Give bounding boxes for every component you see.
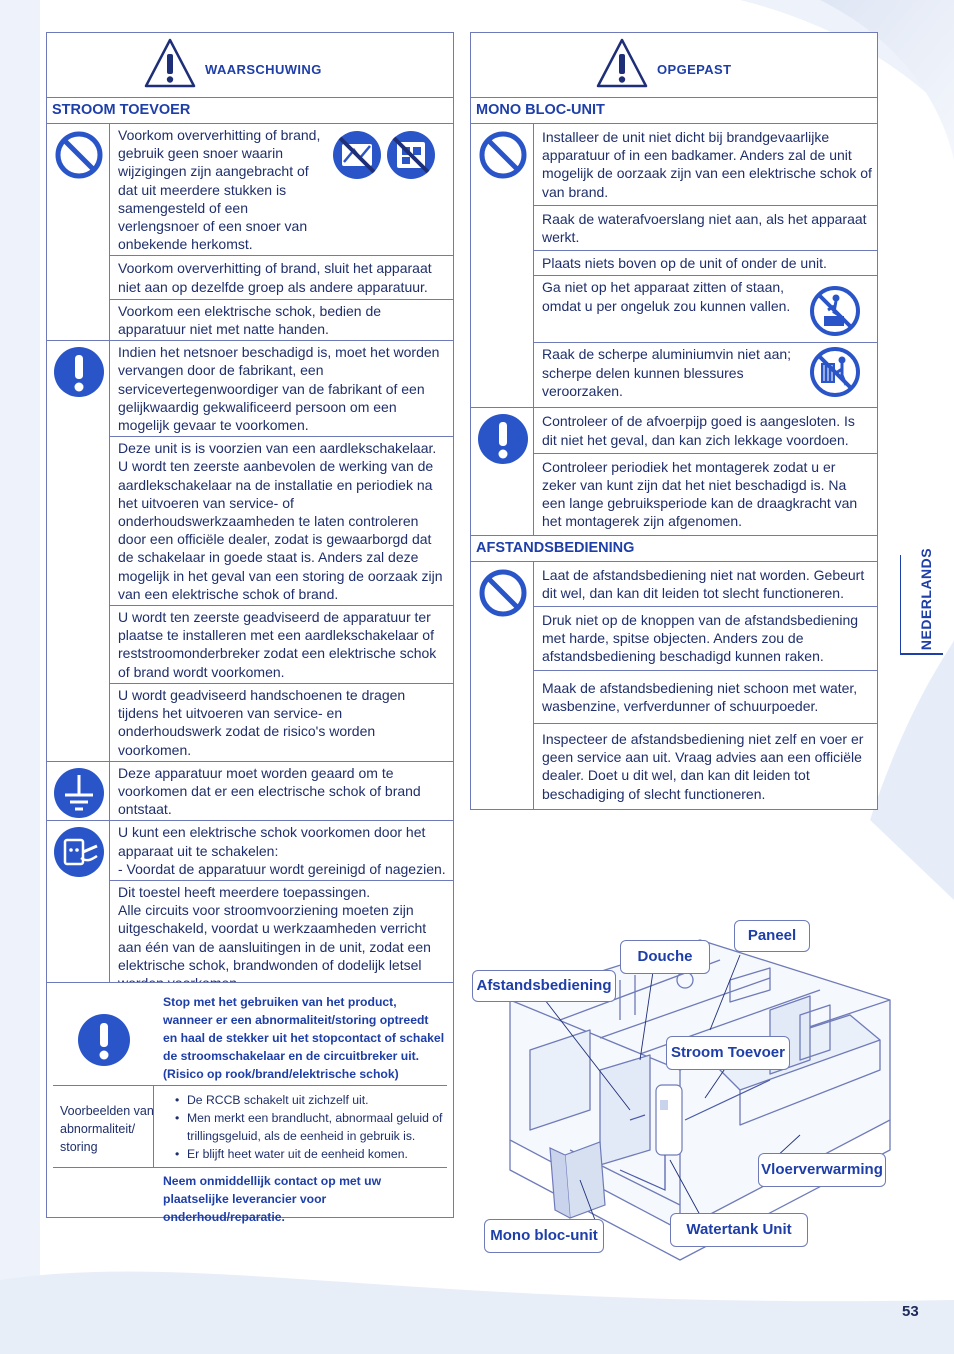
instruction-item: [110, 606, 453, 684]
instruction-item: [534, 124, 877, 206]
mandatory-exclamation-icon: [77, 1013, 131, 1067]
mandatory-exclamation-icon: [477, 413, 529, 470]
prohibition-icon: [477, 129, 529, 186]
mono-bloc-unit-shape: [550, 1142, 605, 1218]
instruction-item: [534, 562, 877, 607]
instruction-text: Controleer periodiek het montagerek zodat u er zeker van kunt zijn dat het niet beschadigd is. Na een lange gebruiksperiode kan de draagkracht van het montagerek zijn afgenomen.: [542, 458, 858, 530]
callout-stroom-toevoer: Stroom Toevoer: [666, 1036, 790, 1070]
instruction-item: [534, 724, 877, 809]
warning-triangle-icon: [143, 37, 197, 89]
notice-examples-label: Voorbeelden van abnormaliteit/ storing: [60, 1104, 154, 1154]
caution-title: OPGEPAST: [657, 62, 732, 77]
instruction-item: [110, 881, 453, 994]
instruction-group: [47, 341, 453, 761]
instruction-text: Ga niet op het apparaat zitten of staan, omdat u per ongeluk zou kunnen vallen.: [542, 279, 791, 314]
list-item: • Er blijft heet water uit de eenheid komen.: [175, 1147, 408, 1161]
instruction-text: Laat de afstandsbediening niet nat worden. Gebeurt dit wel, dan kan dit leiden tot slecht functioneren.: [542, 566, 865, 601]
instruction-group: [471, 408, 877, 535]
instruction-item: [110, 684, 453, 761]
instruction-text: Maak de afstandsbediening niet schoon met water, wasbenzine, verfverdunner of schuurpoeder.: [542, 679, 858, 714]
instruction-item: [110, 821, 453, 881]
mandatory-exclamation-icon: [53, 346, 105, 403]
instruction-text: Deze unit is is voorzien van een aardlekschakelaar. U wordt ten zeerste aanbevolen de werking van de aardlekschakelaar na de installatie en periodiek na het uitvoeren van service- of onderhoudswerkzaamheden te laten controleren door een officiële dealer, zodat is gewaarborgd dat de schakelaar in goede staat is. Anders zal deze mogelijk in het geval van een storing de oorzaak zijn van een elektrische schok of brand.: [118, 440, 443, 602]
notice-icon: [77, 1013, 131, 1072]
callout-watertank-unit: Watertank Unit: [670, 1213, 808, 1247]
instruction-item: [110, 124, 453, 256]
instruction-item: [110, 341, 453, 437]
callout-afstandsbediening: Afstandsbediening: [472, 970, 616, 1002]
pictogram-group: [810, 347, 860, 401]
prohibition-icon: [477, 567, 529, 624]
caution-header: [471, 33, 877, 98]
instruction-item: [534, 607, 877, 671]
instruction-text: Installeer de unit niet dicht bij brandgevaarlijke apparatuur of in een badkamer. Anders zal de unit mogelijk de oorzaak zijn van een elektrische schok of van brand.: [542, 129, 872, 200]
callout-douche: Douche: [620, 940, 710, 974]
instruction-item: [534, 343, 877, 407]
instruction-text: Voorkom oververhitting of brand, sluit het apparaat niet aan op dezelfde groep als andere apparatuur.: [118, 260, 432, 295]
instruction-text: U wordt geadviseerd handschoenen te dragen tijdens het uitvoeren van service- en onderhoudswerk zodat de risico's worden voorkomen.: [118, 686, 406, 758]
instruction-item: [534, 206, 877, 251]
prohibition-icon: [53, 129, 105, 186]
group-icon-cell: [471, 408, 534, 534]
watertank-unit-shape: [656, 1085, 682, 1155]
instruction-item: [110, 300, 453, 340]
list-item: • Men merkt een brandlucht, abnormaal geluid of trillingsgeluid, als de eenheid in gebruik is.: [175, 1111, 443, 1143]
instruction-text: Controleer of de afvoerpijp goed is aangesloten. Is dit niet het geval, dan kan zich lekkage voordoen.: [542, 413, 855, 448]
instruction-text: Voorkom oververhitting of brand, gebruik geen snoer waarin wijzigingen zijn aangebracht of dat uit meerdere stukken is samengesteld of een verlengsnoer of een snoer van onbekende herkomst.: [118, 127, 321, 253]
callout-vloerverwarming: Vloerverwarming: [758, 1153, 886, 1187]
instruction-group: [471, 562, 877, 809]
section-heading: STROOM TOEVOER: [47, 98, 453, 124]
unplug-icon: [53, 826, 105, 883]
instruction-item: [534, 408, 877, 453]
instruction-group: [47, 762, 453, 822]
warning-panel: [46, 32, 454, 995]
no-touch-fin-icon: [810, 347, 860, 401]
caution-triangle-icon: [595, 37, 649, 89]
notice-stop-text: Stop met het gebruiken van het product, wanneer er een abnormaliteit/storing optreedt en haal de stekker uit het stopcontact of schakel de stroomschakelaar en de circuitbreker uit. (Risico op rook/brand/elektrische schok): [163, 995, 445, 1081]
instruction-text: Druk niet op de knoppen van de afstandsbediening met harde, spitse objecten. Anders zou de afstandsbediening beschadigd kunnen raken.: [542, 612, 859, 665]
instruction-text: Inspecteer de afstandsbediening niet zelf en voer er geen service aan uit. Vraag advies aan een officiële dealer. Doet u dit wel, dan kan dit leiden tot beschadiging of slecht functioneren.: [542, 731, 864, 802]
instruction-item: [110, 762, 453, 821]
instruction-text: U wordt ten zeerste geadviseerd de apparatuur ter plaatse te installeren met een aardlekschakelaar of reststroomonderbreker zodat een elektrische schok of brand wordt voorkomen.: [118, 609, 437, 680]
group-icon-cell: [471, 562, 534, 809]
no-modify-cord-icon: [332, 130, 382, 184]
section-heading: MONO BLOC-UNIT: [471, 98, 877, 124]
instruction-text: Indien het netsnoer beschadigd is, moet het worden vervangen door de fabrikant, een servicevertegenwoordiger van de fabrikant of een gelijkwaardig gekwalificeerd persoon om een mogelijk gevaar te voorkomen.: [118, 344, 440, 434]
list-item: • De RCCB schakelt uit zichzelf uit.: [175, 1093, 369, 1107]
callout-paneel: Paneel: [734, 920, 810, 952]
instruction-group: [471, 124, 877, 408]
ground-icon: [53, 767, 105, 824]
language-tab: [900, 547, 943, 655]
instruction-text: Raak de waterafvoerslang niet aan, als het apparaat werkt.: [542, 210, 867, 246]
section-heading: AFSTANDSBEDIENING: [471, 536, 877, 562]
notice-examples-list: [171, 1091, 445, 1163]
instruction-group: [47, 124, 453, 341]
pictogram-group: [332, 130, 436, 184]
language-tab-label: NEDERLANDS: [918, 547, 935, 651]
notice-box: [46, 982, 454, 1224]
notice-contact-text: Neem onmiddellijk contact op met uw plaatselijke leverancier voor onderhoud/reparatie.: [163, 1174, 382, 1224]
caution-panel: [470, 32, 878, 810]
warning-header: [47, 33, 453, 98]
pictogram-group: [810, 286, 860, 340]
instruction-text: Dit toestel heeft meerdere toepassingen. Alle circuits voor stroomvoorziening moeten zijn uitgeschakeld, voordat u werkzaamheden verricht aan één van de aansluitingen in de unit, zodat een elektrische schok, brandwonden of dodelijk letsel: [118, 883, 431, 973]
group-icon-cell: [47, 341, 110, 760]
group-icon-cell: [47, 821, 110, 994]
instruction-text: Voorkom een elektrische schok, bedien de apparatuur niet met natte handen.: [118, 302, 382, 338]
instruction-item: [110, 437, 453, 606]
instruction-group: [47, 821, 453, 994]
group-icon-cell: [471, 124, 534, 407]
warning-title: WAARSCHUWING: [205, 62, 322, 77]
instruction-text: Plaats niets boven op de unit of onder de unit.: [542, 255, 827, 272]
page-number: 53: [902, 1303, 919, 1320]
instruction-item: [110, 256, 453, 299]
instruction-item: [534, 671, 877, 724]
no-standing-on-unit-icon: [810, 286, 860, 340]
instruction-item: [534, 251, 877, 276]
instruction-text: U kunt een elektrische schok voorkomen door het apparaat uit te schakelen: - Voordat de apparatuur wordt gereinigd of nagezien.: [118, 824, 446, 877]
no-shared-outlet-icon: [386, 130, 436, 184]
instruction-text: Deze apparatuur moet worden geaard om te voorkomen dat er een electrische schok of brand ontstaat.: [118, 764, 421, 818]
group-icon-cell: [47, 762, 110, 821]
instruction-text: Raak de scherpe aluminiumvin niet aan; scherpe delen kunnen blessures veroorzaken.: [542, 346, 792, 399]
instruction-item: [534, 276, 877, 343]
group-icon-cell: [47, 124, 110, 340]
instruction-item: [534, 454, 877, 535]
callout-mono-bloc-unit: Mono bloc-unit: [484, 1219, 604, 1253]
